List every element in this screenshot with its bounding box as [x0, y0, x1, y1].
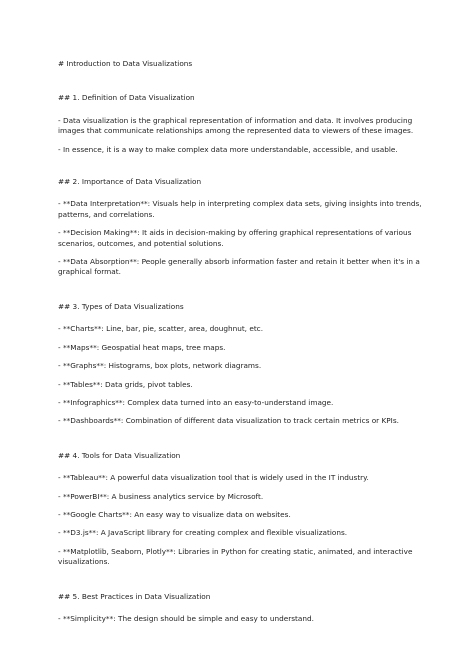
- document-body: [58, 59, 430, 624]
- section-heading: ## 3. Types of Data Visualizations: [58, 301, 184, 311]
- list-item: - **Graphs**: Histograms, box plots, network diagrams.: [58, 361, 262, 371]
- list-item: - **Charts**: Line, bar, pie, scatter, area, doughnut, etc.: [58, 324, 264, 334]
- list-item: - **Maps**: Geospatial heat maps, tree maps.: [58, 342, 226, 352]
- list-item: - **D3.js**: A JavaScript library for creating complex and flexible visualizations.: [58, 528, 348, 538]
- section-tools: [58, 451, 430, 568]
- section-heading: ## 5. Best Practices in Data Visualization: [58, 591, 211, 601]
- list-item: - **Infographics**: Complex data turned into an easy-to-understand image.: [58, 397, 334, 407]
- list-item: - **Matplotlib, Seaborn, Plotly**: Libraries in Python for creating static, animated, and interactive visualizations.: [58, 546, 413, 567]
- list-item: - **Tableau**: A powerful data visualization tool that is widely used in the IT industry.: [58, 473, 369, 483]
- section-definition: [58, 93, 430, 155]
- section-best-practices: [58, 592, 430, 625]
- list-item: - **Simplicity**: The design should be simple and easy to understand.: [58, 613, 314, 623]
- section-heading: ## 2. Importance of Data Visualization: [58, 177, 202, 187]
- section-heading: ## 1. Definition of Data Visualization: [58, 93, 195, 103]
- list-item: - **Data Interpretation**: Visuals help in interpreting complex data sets, giving insights into trends, patterns, and correlations.: [58, 199, 422, 219]
- list-item: - **PowerBI**: A business analytics service by Microsoft.: [58, 491, 264, 501]
- list-item: - **Tables**: Data grids, pivot tables.: [58, 379, 193, 389]
- list-item: - **Data Absorption**: People generally absorb information faster and retain it better when it's in a graphical format.: [58, 257, 420, 277]
- document-title: # Introduction to Data Visualizations: [58, 59, 193, 68]
- section-importance: [58, 177, 430, 278]
- section-heading: ## 4. Tools for Data Visualization: [58, 450, 181, 460]
- list-item: - **Dashboards**: Combination of different data visualization to track certain metrics or KPIs.: [58, 416, 399, 426]
- list-item: - **Google Charts**: An easy way to visualize data on websites.: [58, 509, 291, 519]
- list-item: - In essence, it is a way to make complex data more understandable, accessible, and usable.: [58, 144, 398, 154]
- list-item: - Data visualization is the graphical representation of information and data. It involves producing images that communicate relationships among the represented data to viewers of these images.: [58, 115, 414, 136]
- section-types: [58, 302, 430, 427]
- list-item: - **Decision Making**: It aids in decision-making by offering graphical representations of various scenarios, outcomes, and potential solutions.: [58, 228, 412, 248]
